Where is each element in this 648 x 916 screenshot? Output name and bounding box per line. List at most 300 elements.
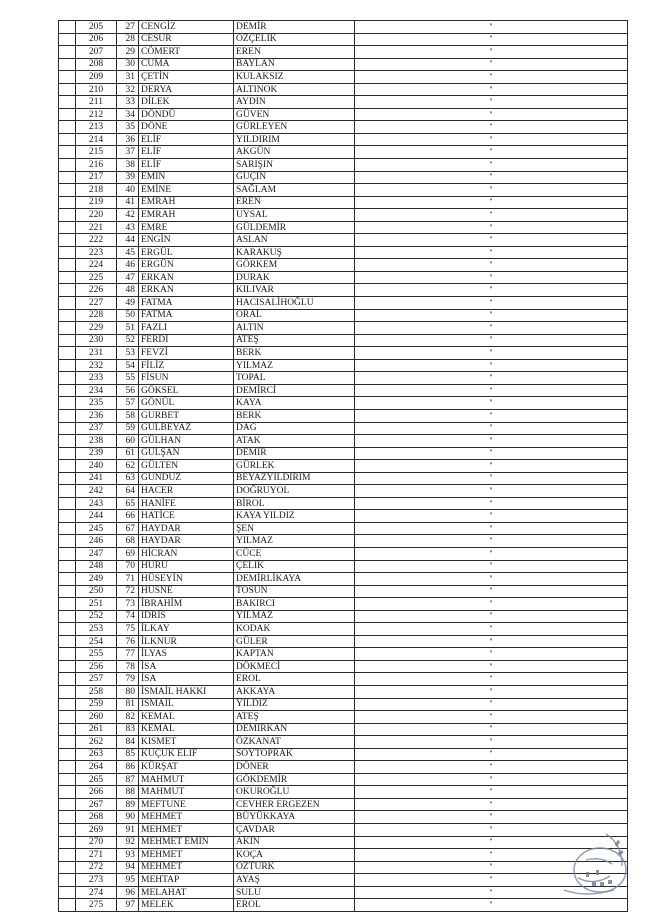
row-sequence-cell: 242	[76, 485, 117, 498]
row-surname-cell: ÖZKANAT	[234, 736, 355, 749]
row-blank-cell	[59, 234, 76, 247]
row-sequence-cell: 252	[76, 610, 117, 623]
row-sequence-cell: 212	[76, 108, 117, 121]
row-name-cell: MELEK	[139, 899, 234, 912]
row-surname-cell: ATEŞ	[234, 711, 355, 724]
row-blank-cell	[59, 497, 76, 510]
table-row	[59, 522, 628, 535]
row-number-cell: 57	[117, 397, 139, 410]
row-surname-cell: YILMAZ	[234, 535, 355, 548]
row-blank-cell	[59, 786, 76, 799]
row-ditto-cell: "	[355, 271, 628, 284]
row-surname-cell: DEMİRLİKAYA	[234, 573, 355, 586]
row-number-cell: 82	[117, 711, 139, 724]
row-sequence-cell: 234	[76, 384, 117, 397]
row-sequence-cell: 259	[76, 698, 117, 711]
row-surname-cell: KILIVAR	[234, 284, 355, 297]
row-name-cell: MEHMET	[139, 811, 234, 824]
row-blank-cell	[59, 723, 76, 736]
row-sequence-cell: 246	[76, 535, 117, 548]
row-name-cell: MEHTAP	[139, 874, 234, 887]
row-number-cell: 64	[117, 485, 139, 498]
row-number-cell: 94	[117, 861, 139, 874]
table-row	[59, 221, 628, 234]
row-surname-cell: OKUROĞLU	[234, 786, 355, 799]
row-ditto-cell: "	[355, 736, 628, 749]
row-surname-cell: BİROL	[234, 497, 355, 510]
row-blank-cell	[59, 71, 76, 84]
row-surname-cell: KARAKUŞ	[234, 246, 355, 259]
row-sequence-cell: 238	[76, 435, 117, 448]
row-ditto-cell: "	[355, 133, 628, 146]
row-blank-cell	[59, 384, 76, 397]
row-blank-cell	[59, 171, 76, 184]
row-surname-cell: AYDIN	[234, 96, 355, 109]
table-row	[59, 447, 628, 460]
row-blank-cell	[59, 397, 76, 410]
row-number-cell: 80	[117, 685, 139, 698]
row-name-cell: EMİN	[139, 171, 234, 184]
row-ditto-cell: "	[355, 334, 628, 347]
row-ditto-cell: "	[355, 409, 628, 422]
row-name-cell: DERYA	[139, 83, 234, 96]
row-name-cell: GÜLBEYAZ	[139, 422, 234, 435]
row-name-cell: HİCRAN	[139, 547, 234, 560]
row-surname-cell: ALTINOK	[234, 83, 355, 96]
row-number-cell: 51	[117, 322, 139, 335]
table-row	[59, 33, 628, 46]
row-name-cell: İSA	[139, 660, 234, 673]
row-surname-cell: KAYA	[234, 397, 355, 410]
row-surname-cell: ATEŞ	[234, 334, 355, 347]
row-name-cell: HÜRÜ	[139, 560, 234, 573]
table-row	[59, 309, 628, 322]
row-blank-cell	[59, 259, 76, 272]
row-blank-cell	[59, 761, 76, 774]
row-ditto-cell: "	[355, 824, 628, 837]
row-number-cell: 58	[117, 409, 139, 422]
row-blank-cell	[59, 861, 76, 874]
row-surname-cell: BERK	[234, 409, 355, 422]
row-blank-cell	[59, 347, 76, 360]
row-name-cell: GÖKSEL	[139, 384, 234, 397]
row-blank-cell	[59, 748, 76, 761]
row-sequence-cell: 251	[76, 598, 117, 611]
row-number-cell: 34	[117, 108, 139, 121]
row-ditto-cell: "	[355, 246, 628, 259]
row-ditto-cell: "	[355, 547, 628, 560]
table-row	[59, 460, 628, 473]
row-surname-cell: DAĞ	[234, 422, 355, 435]
row-surname-cell: GÜLDEMİR	[234, 221, 355, 234]
table-row	[59, 422, 628, 435]
row-ditto-cell: "	[355, 472, 628, 485]
row-name-cell: ERKAN	[139, 271, 234, 284]
table-row	[59, 547, 628, 560]
row-number-cell: 42	[117, 209, 139, 222]
row-surname-cell: ÇAVDAR	[234, 824, 355, 837]
row-blank-cell	[59, 874, 76, 887]
row-number-cell: 48	[117, 284, 139, 297]
row-blank-cell	[59, 573, 76, 586]
table-row	[59, 849, 628, 862]
row-surname-cell: KAYA YILDIZ	[234, 510, 355, 523]
table-row	[59, 71, 628, 84]
row-number-cell: 68	[117, 535, 139, 548]
row-ditto-cell: "	[355, 347, 628, 360]
row-name-cell: GURBET	[139, 409, 234, 422]
row-blank-cell	[59, 811, 76, 824]
row-sequence-cell: 268	[76, 811, 117, 824]
row-blank-cell	[59, 372, 76, 385]
row-sequence-cell: 249	[76, 573, 117, 586]
row-sequence-cell: 248	[76, 560, 117, 573]
row-name-cell: FEVZİ	[139, 347, 234, 360]
row-surname-cell: GÜLER	[234, 635, 355, 648]
row-blank-cell	[59, 773, 76, 786]
table-row	[59, 535, 628, 548]
row-number-cell: 35	[117, 121, 139, 134]
row-number-cell: 67	[117, 522, 139, 535]
row-ditto-cell: "	[355, 886, 628, 899]
row-ditto-cell: "	[355, 660, 628, 673]
row-number-cell: 41	[117, 196, 139, 209]
row-number-cell: 53	[117, 347, 139, 360]
row-sequence-cell: 205	[76, 21, 117, 34]
row-surname-cell: YILDIZ	[234, 698, 355, 711]
row-ditto-cell: "	[355, 748, 628, 761]
row-blank-cell	[59, 146, 76, 159]
row-sequence-cell: 270	[76, 836, 117, 849]
row-surname-cell: DEMİRKAN	[234, 723, 355, 736]
row-number-cell: 55	[117, 372, 139, 385]
row-name-cell: HANİFE	[139, 497, 234, 510]
row-name-cell: İLYAS	[139, 648, 234, 661]
row-number-cell: 88	[117, 786, 139, 799]
row-surname-cell: HACISALİHOĞLU	[234, 297, 355, 310]
row-surname-cell: DEMİR	[234, 21, 355, 34]
row-number-cell: 63	[117, 472, 139, 485]
row-sequence-cell: 227	[76, 297, 117, 310]
row-number-cell: 27	[117, 21, 139, 34]
table-row	[59, 96, 628, 109]
row-number-cell: 60	[117, 435, 139, 448]
row-blank-cell	[59, 598, 76, 611]
row-surname-cell: TOPAL	[234, 372, 355, 385]
row-sequence-cell: 206	[76, 33, 117, 46]
row-name-cell: İBRAHİM	[139, 598, 234, 611]
row-surname-cell: DOĞRUYOL	[234, 485, 355, 498]
row-blank-cell	[59, 196, 76, 209]
row-number-cell: 93	[117, 849, 139, 862]
row-sequence-cell: 221	[76, 221, 117, 234]
table-row	[59, 874, 628, 887]
row-sequence-cell: 211	[76, 96, 117, 109]
row-ditto-cell: "	[355, 836, 628, 849]
row-blank-cell	[59, 510, 76, 523]
table-row	[59, 21, 628, 34]
row-name-cell: FERDİ	[139, 334, 234, 347]
row-sequence-cell: 223	[76, 246, 117, 259]
row-name-cell: İSMAİL	[139, 698, 234, 711]
row-blank-cell	[59, 58, 76, 71]
row-number-cell: 74	[117, 610, 139, 623]
row-name-cell: FATMA	[139, 309, 234, 322]
row-ditto-cell: "	[355, 673, 628, 686]
row-blank-cell	[59, 422, 76, 435]
row-sequence-cell: 254	[76, 635, 117, 648]
row-blank-cell	[59, 535, 76, 548]
row-number-cell: 77	[117, 648, 139, 661]
table-row	[59, 334, 628, 347]
row-blank-cell	[59, 711, 76, 724]
row-sequence-cell: 257	[76, 673, 117, 686]
row-sequence-cell: 247	[76, 547, 117, 560]
row-sequence-cell: 250	[76, 585, 117, 598]
official-stamp-icon	[556, 820, 632, 900]
row-name-cell: İSA	[139, 673, 234, 686]
row-blank-cell	[59, 21, 76, 34]
row-ditto-cell: "	[355, 234, 628, 247]
row-sequence-cell: 260	[76, 711, 117, 724]
row-sequence-cell: 269	[76, 824, 117, 837]
row-sequence-cell: 267	[76, 798, 117, 811]
row-name-cell: İSMAİL HAKKI	[139, 685, 234, 698]
table-row	[59, 560, 628, 573]
row-number-cell: 62	[117, 460, 139, 473]
row-blank-cell	[59, 623, 76, 636]
row-name-cell: MELAHAT	[139, 886, 234, 899]
row-sequence-cell: 271	[76, 849, 117, 862]
row-blank-cell	[59, 610, 76, 623]
row-ditto-cell: "	[355, 447, 628, 460]
table-row	[59, 510, 628, 523]
row-blank-cell	[59, 271, 76, 284]
row-ditto-cell: "	[355, 171, 628, 184]
row-ditto-cell: "	[355, 259, 628, 272]
row-blank-cell	[59, 83, 76, 96]
row-number-cell: 30	[117, 58, 139, 71]
row-surname-cell: UYSAL	[234, 209, 355, 222]
row-ditto-cell: "	[355, 635, 628, 648]
row-ditto-cell: "	[355, 899, 628, 912]
row-blank-cell	[59, 698, 76, 711]
row-sequence-cell: 215	[76, 146, 117, 159]
row-surname-cell: AKGÜN	[234, 146, 355, 159]
row-name-cell: İLKNUR	[139, 635, 234, 648]
table-row	[59, 372, 628, 385]
row-blank-cell	[59, 673, 76, 686]
row-sequence-cell: 214	[76, 133, 117, 146]
row-sequence-cell: 210	[76, 83, 117, 96]
row-sequence-cell: 274	[76, 886, 117, 899]
table-row	[59, 184, 628, 197]
row-blank-cell	[59, 246, 76, 259]
row-surname-cell: EREN	[234, 196, 355, 209]
row-number-cell: 36	[117, 133, 139, 146]
row-sequence-cell: 239	[76, 447, 117, 460]
row-ditto-cell: "	[355, 33, 628, 46]
row-surname-cell: EROL	[234, 899, 355, 912]
table-row	[59, 133, 628, 146]
table-row	[59, 723, 628, 736]
row-surname-cell: GÜVEN	[234, 108, 355, 121]
table-row	[59, 736, 628, 749]
row-name-cell: ERGÜN	[139, 259, 234, 272]
row-sequence-cell: 207	[76, 46, 117, 59]
row-sequence-cell: 273	[76, 874, 117, 887]
row-name-cell: MEHMET	[139, 861, 234, 874]
row-name-cell: HÜSEYİN	[139, 573, 234, 586]
row-number-cell: 45	[117, 246, 139, 259]
table-row	[59, 485, 628, 498]
row-name-cell: FİLİZ	[139, 359, 234, 372]
row-number-cell: 78	[117, 660, 139, 673]
table-row	[59, 171, 628, 184]
row-sequence-cell: 256	[76, 660, 117, 673]
row-name-cell: CUMA	[139, 58, 234, 71]
row-ditto-cell: "	[355, 71, 628, 84]
table-row	[59, 209, 628, 222]
row-blank-cell	[59, 522, 76, 535]
row-ditto-cell: "	[355, 598, 628, 611]
row-number-cell: 37	[117, 146, 139, 159]
row-sequence-cell: 229	[76, 322, 117, 335]
row-number-cell: 70	[117, 560, 139, 573]
row-sequence-cell: 266	[76, 786, 117, 799]
row-name-cell: HATİCE	[139, 510, 234, 523]
row-ditto-cell: "	[355, 309, 628, 322]
row-name-cell: FATMA	[139, 297, 234, 310]
row-surname-cell: CEVHER ERGEZEN	[234, 798, 355, 811]
row-surname-cell: DURAK	[234, 271, 355, 284]
row-sequence-cell: 233	[76, 372, 117, 385]
row-name-cell: GÜLTEN	[139, 460, 234, 473]
row-ditto-cell: "	[355, 146, 628, 159]
row-ditto-cell: "	[355, 510, 628, 523]
row-name-cell: İDRİS	[139, 610, 234, 623]
row-number-cell: 71	[117, 573, 139, 586]
row-ditto-cell: "	[355, 811, 628, 824]
table-row	[59, 146, 628, 159]
table-row	[59, 811, 628, 824]
table-row	[59, 886, 628, 899]
row-ditto-cell: "	[355, 384, 628, 397]
table-row	[59, 271, 628, 284]
row-surname-cell: ORAL	[234, 309, 355, 322]
row-surname-cell: GÜÇİN	[234, 171, 355, 184]
row-number-cell: 92	[117, 836, 139, 849]
row-number-cell: 79	[117, 673, 139, 686]
row-number-cell: 28	[117, 33, 139, 46]
row-surname-cell: ÖZÇELİK	[234, 33, 355, 46]
row-ditto-cell: "	[355, 435, 628, 448]
row-name-cell: HAYDAR	[139, 535, 234, 548]
row-number-cell: 49	[117, 297, 139, 310]
row-name-cell: HACER	[139, 485, 234, 498]
row-ditto-cell: "	[355, 83, 628, 96]
row-sequence-cell: 213	[76, 121, 117, 134]
row-ditto-cell: "	[355, 623, 628, 636]
row-number-cell: 56	[117, 384, 139, 397]
row-surname-cell: BAYLAN	[234, 58, 355, 71]
row-name-cell: MEFTUNE	[139, 798, 234, 811]
row-surname-cell: KAPTAN	[234, 648, 355, 661]
row-name-cell: EMRAH	[139, 196, 234, 209]
row-surname-cell: BERK	[234, 347, 355, 360]
row-name-cell: MEHMET EMİN	[139, 836, 234, 849]
row-ditto-cell: "	[355, 284, 628, 297]
table-row	[59, 297, 628, 310]
table-row	[59, 46, 628, 59]
table-body	[59, 21, 628, 912]
row-ditto-cell: "	[355, 535, 628, 548]
row-number-cell: 87	[117, 773, 139, 786]
row-number-cell: 33	[117, 96, 139, 109]
row-name-cell: HÜSNE	[139, 585, 234, 598]
row-sequence-cell: 240	[76, 460, 117, 473]
row-number-cell: 29	[117, 46, 139, 59]
row-name-cell: ELİF	[139, 146, 234, 159]
row-surname-cell: YILMAZ	[234, 610, 355, 623]
table-row	[59, 748, 628, 761]
row-number-cell: 85	[117, 748, 139, 761]
row-surname-cell: GÜRLEK	[234, 460, 355, 473]
table-row	[59, 472, 628, 485]
row-surname-cell: DÖKMECİ	[234, 660, 355, 673]
row-name-cell: ELİF	[139, 133, 234, 146]
row-sequence-cell: 224	[76, 259, 117, 272]
row-name-cell: MEHMET	[139, 824, 234, 837]
table-row	[59, 284, 628, 297]
row-ditto-cell: "	[355, 196, 628, 209]
table-row	[59, 384, 628, 397]
row-sequence-cell: 255	[76, 648, 117, 661]
row-sequence-cell: 217	[76, 171, 117, 184]
row-ditto-cell: "	[355, 874, 628, 887]
table-row	[59, 322, 628, 335]
row-blank-cell	[59, 297, 76, 310]
row-sequence-cell: 230	[76, 334, 117, 347]
row-name-cell: GÜNDÜZ	[139, 472, 234, 485]
table-row	[59, 698, 628, 711]
row-name-cell: CENGİZ	[139, 21, 234, 34]
table-row	[59, 585, 628, 598]
row-number-cell: 59	[117, 422, 139, 435]
row-blank-cell	[59, 359, 76, 372]
table-row	[59, 610, 628, 623]
row-name-cell: EMRE	[139, 221, 234, 234]
table-row	[59, 899, 628, 912]
row-blank-cell	[59, 33, 76, 46]
table-row	[59, 623, 628, 636]
row-ditto-cell: "	[355, 221, 628, 234]
row-name-cell: KÜÇÜK ELİF	[139, 748, 234, 761]
row-ditto-cell: "	[355, 397, 628, 410]
row-blank-cell	[59, 798, 76, 811]
row-blank-cell	[59, 460, 76, 473]
row-name-cell: GÜLHAN	[139, 435, 234, 448]
row-name-cell: ÇETİN	[139, 71, 234, 84]
table-row	[59, 246, 628, 259]
table-row	[59, 673, 628, 686]
row-name-cell: ERGÜL	[139, 246, 234, 259]
row-surname-cell: ÖZTÜRK	[234, 861, 355, 874]
row-ditto-cell: "	[355, 184, 628, 197]
row-surname-cell: AKKAYA	[234, 685, 355, 698]
row-blank-cell	[59, 133, 76, 146]
row-blank-cell	[59, 824, 76, 837]
